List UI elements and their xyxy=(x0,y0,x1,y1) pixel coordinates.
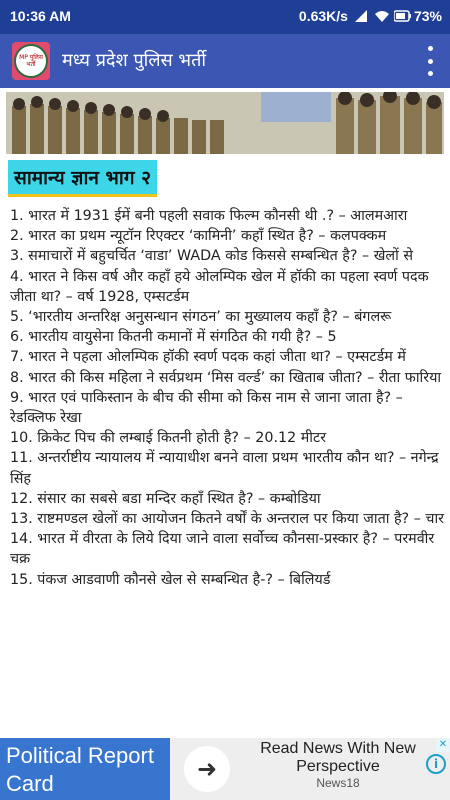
list-item: 13. राष्टमण्डल खेलों का आयोजन कितने वर्षों के अन्तराल पर किया जाता है? – चार xyxy=(10,511,445,528)
list-item: 8. भारत की किस महिला ने सर्वप्रथम ‘मिस वर्ल्ड’ का खिताब जीता? – रीता फारिया xyxy=(10,369,442,386)
list-item: 2. भारत का प्रथम न्यूटॉन रिएक्टर ‘कामिनी’ कहाँ स्थित है? – कलपक्कम xyxy=(10,228,387,245)
logo-emblem: MP पुलिस भर्ती xyxy=(14,44,48,78)
app-bar xyxy=(0,34,450,88)
battery-icon xyxy=(394,9,408,23)
question-list xyxy=(10,206,444,590)
ad-banner[interactable] xyxy=(0,738,450,800)
ad-source: News18 xyxy=(316,776,360,790)
wifi-icon xyxy=(374,9,388,23)
ad-left-text[interactable]: Political Report Card xyxy=(0,738,170,800)
list-item: 10. क्रिकेट पिच की लम्बाई कितनी होती है? – 20.12 मीटर xyxy=(10,430,327,447)
section-heading-wrap xyxy=(8,160,442,197)
ad-right-text[interactable] xyxy=(238,738,438,800)
network-speed: 0.63K/s xyxy=(298,8,348,24)
list-item: 1. भारत में 1931 ईमें बनी पहली सवाक फिल्म कौनसी थी .? – आलमआरा xyxy=(10,208,408,224)
list-item: 3. समाचारों में बहुचर्चित ‘वाडा’ WADA कोड किससे सम्बन्धित है? – खेलों से xyxy=(10,248,414,265)
status-right xyxy=(299,8,442,24)
police-banner-image xyxy=(6,92,444,154)
close-icon[interactable]: ✕ xyxy=(436,738,450,752)
app-logo xyxy=(12,42,50,80)
list-item: 6. भारतीय वायुसेना कितनी कमानों में संगठित की गयी है? – 5 xyxy=(10,329,337,346)
arrow-right-icon[interactable]: ➜ xyxy=(184,746,230,792)
list-item: 11. अन्तर्राष्टीय न्यायालय में न्यायाधीश बनने वाला प्रथम भारतीय कौन था? – नगेन्द्र सिंह xyxy=(10,450,439,487)
no-signal-icon xyxy=(354,9,368,23)
banner-illustration xyxy=(6,92,444,154)
list-item: 12. संसार का सबसे बडा मन्दिर कहाँ स्थित है? – कम्बोडिया xyxy=(10,490,321,507)
more-vert-icon[interactable] xyxy=(426,46,434,76)
info-icon[interactable]: i xyxy=(426,754,446,774)
app-title: मध्य प्रदेश पुलिस भर्ती xyxy=(62,50,207,71)
ad-line-1: Read News With New xyxy=(260,740,416,757)
list-item: 14. भारत में वीरता के लिये दिया जाने वाला सर्वोच्च कौनसा-प्रस्कार है? – परमवीर चक्र xyxy=(10,531,435,568)
status-time: 10:36 AM xyxy=(10,8,71,24)
status-bar xyxy=(0,0,450,34)
list-item: 7. भारत ने पहला ओलम्पिक हॉकी स्वर्ण पदक कहां जीता था? – एम्सटर्डम में xyxy=(10,349,406,366)
list-item: 9. भारत एवं पाकिस्तान के बीच की सीमा को किस नाम से जाना जाता है? – रेडक्लिफ रेखा xyxy=(10,389,403,427)
ad-line-2: Perspective xyxy=(296,758,380,775)
list-item: 4. भारत ने किस वर्ष और कहाँ हये ओलम्पिक खेल में हॉकी का पहला स्वर्ण पदक जीता था? – वर्ष 1928, एम्सटर्डम xyxy=(10,268,429,305)
list-item: 5. ‘भारतीय अन्तरिक्ष अनुसन्धान संगठन’ का मुख्यालय कहाँ है? – बंगलरू xyxy=(10,309,392,326)
list-item: 15. पंकज आडवाणी कौनसे खेल से सम्बन्धित है-? – बिलियर्ड xyxy=(10,571,331,588)
battery-percent: 73% xyxy=(413,8,442,24)
section-heading: सामान्य ज्ञान भाग २ xyxy=(8,160,157,197)
